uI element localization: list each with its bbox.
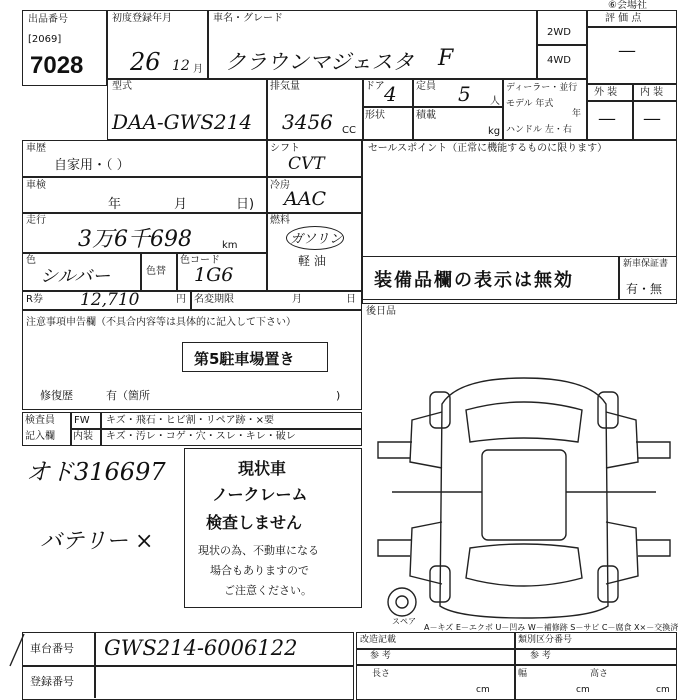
inspector-label1: 検査員 bbox=[25, 415, 55, 426]
equipment-notice: 装備品欄の表示は無効 bbox=[374, 270, 574, 291]
eval-label: 評 価 点 bbox=[605, 13, 642, 24]
inspection-month-unit: 月 bbox=[174, 197, 188, 212]
ref-label: 参 考 bbox=[370, 651, 391, 661]
name-label: 車名・グレード bbox=[213, 13, 283, 24]
seats-unit: 人 bbox=[490, 96, 500, 107]
length-label: 長さ bbox=[372, 669, 391, 679]
inspection-day-unit: 日) bbox=[236, 197, 255, 212]
reg-year: 26 bbox=[130, 48, 161, 76]
handle-label: ハンドル 左・右 bbox=[506, 125, 572, 135]
chassis-label: 車台番号 bbox=[30, 642, 74, 655]
spec-box bbox=[356, 632, 677, 700]
as-is-line1: 現状車 bbox=[238, 459, 287, 478]
ac-value: AAC bbox=[284, 188, 326, 210]
mileage-label: 走行 bbox=[26, 215, 46, 226]
warranty-value: 有・無 bbox=[626, 282, 663, 296]
parking-note: 第5駐車場置き bbox=[194, 350, 295, 368]
notes-label: 注意事項申告欄（不具合内容等は具体的に記入して下さい） bbox=[26, 317, 296, 328]
repair-close: ) bbox=[336, 389, 341, 402]
width-cm: cm bbox=[576, 685, 590, 695]
mileage-unit: km bbox=[222, 240, 238, 251]
eval-value: — bbox=[618, 40, 636, 61]
inspector-fw: FW bbox=[74, 415, 90, 426]
disp-value: 3456 bbox=[282, 110, 333, 134]
battery-note: バテリー × bbox=[40, 529, 154, 554]
fuel-gas: ガソリン bbox=[290, 232, 343, 247]
fuel-light: 軽 油 bbox=[298, 254, 326, 268]
aftermarket-label: 後日品 bbox=[366, 306, 396, 317]
odometer-note: オド316697 bbox=[26, 458, 166, 486]
as-is-line4: 現状の為、不動車になる bbox=[198, 544, 319, 557]
height-cm: cm bbox=[656, 685, 670, 695]
remark-label: 類別区分番号 bbox=[518, 635, 573, 645]
reg-number-label: 登録番号 bbox=[30, 675, 74, 688]
color-value: シルバー bbox=[40, 266, 111, 287]
mileage-value: 3万6千698 bbox=[78, 227, 192, 252]
as-is-line2: ノークレーム bbox=[212, 485, 308, 504]
lot-label: 出品番号 bbox=[28, 14, 68, 25]
model-year-label: モデル 年式 bbox=[506, 99, 554, 109]
ac-label: 冷房 bbox=[270, 180, 290, 191]
shift-label: シフト bbox=[270, 143, 300, 154]
inspector-interior: 内装 bbox=[73, 431, 93, 442]
car-damage-diagram bbox=[372, 372, 677, 624]
spare-label: スペア bbox=[392, 617, 416, 626]
color-change-label: 色替 bbox=[146, 266, 166, 277]
length-cm: cm bbox=[476, 685, 490, 695]
year-unit: 年 bbox=[572, 109, 582, 119]
interior-value: — bbox=[643, 108, 661, 129]
repair-label: 修復歴 bbox=[40, 389, 73, 402]
height-label: 高さ bbox=[590, 669, 609, 679]
seats-label: 定員 bbox=[416, 81, 436, 92]
inspector-label2: 記入欄 bbox=[25, 431, 55, 442]
inspector-items2: キズ・汚レ・コゲ・穴・スレ・キレ・破レ bbox=[106, 431, 296, 442]
color-code: 1G6 bbox=[194, 264, 234, 286]
deadline-day: 日 bbox=[346, 294, 356, 305]
as-is-line6: ご注意ください。 bbox=[224, 584, 312, 597]
inspection-year-unit: 年 bbox=[108, 197, 122, 212]
drive-4wd: 4WD bbox=[547, 55, 571, 66]
door-value: 4 bbox=[384, 82, 397, 106]
recycle-label: R券 bbox=[26, 294, 43, 305]
exterior-value: — bbox=[598, 108, 616, 129]
model-label: 型式 bbox=[112, 81, 132, 92]
width-label: 幅 bbox=[518, 669, 528, 679]
car-name: クラウンマジェスタ bbox=[225, 50, 414, 74]
drive-2wd: 2WD bbox=[547, 27, 571, 38]
exterior-label: 外 装 bbox=[594, 87, 618, 98]
reg-month: 12 bbox=[172, 58, 190, 74]
interior-label: 内 装 bbox=[640, 87, 664, 98]
warranty-label: 新車保証書 bbox=[623, 259, 669, 269]
shape-label: 形状 bbox=[365, 110, 385, 121]
as-is-line5: 場合もありますので bbox=[210, 564, 309, 577]
ref2-label: 参 考 bbox=[530, 651, 551, 661]
history-label: 車歴 bbox=[26, 143, 46, 154]
fuel-label: 燃料 bbox=[270, 215, 290, 226]
load-unit: kg bbox=[488, 126, 501, 137]
door-label: ドア bbox=[365, 81, 385, 92]
diagonal-stroke bbox=[6, 630, 26, 670]
grade: F bbox=[438, 46, 454, 71]
month-unit: 月 bbox=[193, 64, 203, 75]
disp-unit: CC bbox=[342, 125, 356, 136]
shift-value: CVT bbox=[288, 154, 325, 174]
sales-label: セールスポイント（正常に機能するものに限ります） bbox=[368, 143, 608, 154]
dealer-label: ディーラー・並行 bbox=[506, 83, 578, 93]
mod-label: 改造記載 bbox=[360, 635, 397, 645]
lot-number: 7028 bbox=[30, 52, 84, 79]
deadline-month: 月 bbox=[292, 294, 302, 305]
history-value: 自家用・（ ） bbox=[54, 158, 130, 173]
disp-label: 排気量 bbox=[270, 81, 300, 92]
lot-sub: [2069] bbox=[28, 34, 62, 45]
as-is-line3: 検査しません bbox=[206, 513, 303, 532]
reg-label: 初度登録年月 bbox=[112, 13, 172, 24]
repair-value: 有（箇所 bbox=[106, 389, 150, 402]
color-code-label: 色コード bbox=[180, 255, 220, 266]
inspector-items1: キズ・飛石・ヒビ割・リペア跡・×要 bbox=[106, 415, 274, 426]
inspection-label: 車検 bbox=[26, 180, 46, 191]
top-right-note: ⑥会場社 bbox=[608, 0, 647, 11]
recycle-unit: 円 bbox=[176, 294, 186, 305]
seats-value: 5 bbox=[458, 82, 471, 106]
color-label: 色 bbox=[26, 255, 36, 266]
chassis-value: GWS214-6006122 bbox=[104, 636, 298, 660]
damage-legend: A－キズ E－エクボ U－凹み W－補修跡 S－サビ C－腐食 X×－交換済 bbox=[424, 623, 679, 632]
deadline-label: 名変期限 bbox=[194, 294, 234, 305]
recycle-value: 12,710 bbox=[80, 290, 140, 310]
model-value: DAA-GWS214 bbox=[112, 110, 253, 134]
load-label: 積載 bbox=[416, 110, 436, 121]
